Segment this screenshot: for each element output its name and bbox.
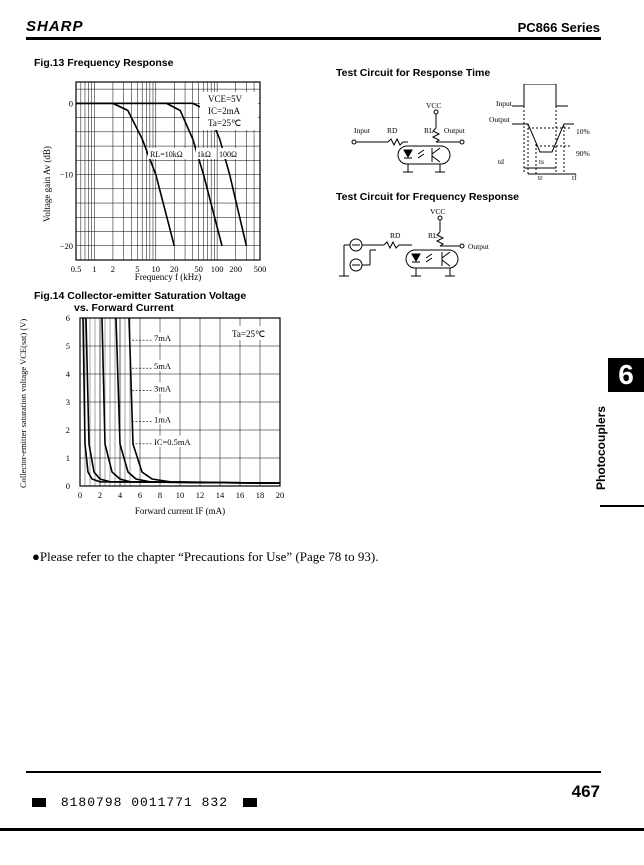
resp-input: Input (354, 126, 370, 135)
fig14-ytick-label: 5 (65, 341, 70, 351)
freq-vcc: VCC (430, 207, 446, 216)
fig14-y-ticks (66, 313, 71, 491)
fig13-xtick-label: 50 (194, 264, 203, 274)
wave-output-label: Output (489, 115, 510, 124)
page-number: 467 (571, 782, 600, 801)
fig14-curve-label: 5mA (154, 361, 171, 372)
fig13-cond-vce: VCE=5V (208, 94, 243, 104)
fig14-curve-label: 7mA (154, 333, 171, 344)
bottom-bar (0, 828, 644, 831)
fig13-ylabel: Voltage gain Av (dB) (42, 146, 52, 222)
fig13-ytick-label: 0 (68, 98, 73, 109)
wave-tf: tf (572, 173, 577, 182)
fig13-xtick-label: 10 (151, 264, 161, 274)
fig13-xtick-label: 200 (229, 264, 242, 274)
fig13-chart (30, 72, 270, 287)
fig14-xtick-label: 16 (235, 490, 245, 500)
brand-logo: SHARP (26, 18, 84, 35)
fig14-ytick-label: 2 (65, 425, 70, 435)
precautions-note: ●Please refer to the chapter “Precautions for Use” (Page 78 to 93). (32, 549, 379, 564)
resp-vcc: VCC (426, 101, 442, 110)
fig14-chart (12, 312, 292, 522)
fig13-cond-ta: Ta=25℃ (208, 118, 242, 128)
barcode-line (32, 795, 257, 810)
fig14-ytick-label: 4 (65, 369, 70, 379)
freq-rl: RL (428, 231, 438, 240)
fig14-series-line (102, 318, 280, 483)
fig13-ytick-label: −10 (59, 169, 73, 180)
fig13-cond-ic: IC=2mA (208, 106, 241, 116)
fig14-xlabel: Forward current IF (mA) (134, 506, 226, 516)
fig13-xtick-label: 100 (210, 264, 224, 274)
fig13-label-100: 100Ω (219, 150, 237, 159)
fig14-series-line (116, 318, 280, 483)
fig14-xtick-label: 10 (175, 490, 185, 500)
fig13-y-ticks (60, 98, 73, 250)
fig14-ytick-label: 6 (65, 313, 70, 323)
wave-input-label: Input (496, 99, 512, 108)
fig14-ytick-label: 0 (65, 481, 70, 491)
resp-output: Output (444, 126, 465, 135)
header-rule (26, 37, 601, 40)
fig13-caption: Fig.13 Frequency Response (34, 57, 174, 69)
fig14-xtick-label: 12 (195, 490, 205, 500)
fig13-xtick-label: 20 (170, 264, 179, 274)
fig14-xtick-label: 14 (215, 490, 225, 500)
fig13-xtick-label: 2 (110, 264, 116, 274)
wave-90pct: 90% (576, 149, 590, 158)
fig13-xtick-label: 0.5 (70, 264, 82, 274)
fig14-xtick-label: 4 (117, 490, 123, 500)
freq-resp-title: Test Circuit for Frequency Response (336, 191, 520, 203)
fig13-ytick-label: −20 (59, 240, 73, 251)
wave-tr: tr (538, 173, 543, 182)
footer-rule (26, 771, 601, 773)
resp-rl: RL (424, 126, 434, 135)
fig13-xtick-label: 500 (253, 264, 267, 274)
fig14-x-ticks (78, 490, 284, 500)
resp-rd: RD (387, 126, 398, 135)
fig14-condition: Ta=25℃ (232, 329, 266, 339)
resp-time-title: Test Circuit for Response Time (336, 67, 491, 79)
fig14-xtick-label: 20 (275, 490, 285, 500)
fig14-series-line (129, 318, 280, 483)
fig14-curve-label: 3mA (154, 383, 171, 394)
fig14-curves (83, 318, 280, 483)
fig13-xtick-label: 1 (92, 264, 97, 274)
wave-td: td (498, 157, 504, 166)
barcode-block-left (32, 798, 46, 807)
freq-rd: RD (390, 231, 401, 240)
fig13-xtick-label: 5 (135, 264, 140, 274)
fig14-xtick-label: 18 (255, 490, 265, 500)
chapter-rule (600, 505, 644, 507)
fig13-label-10k: RL=10kΩ (150, 150, 183, 159)
fig14-caption-line2: vs. Forward Current (74, 302, 174, 314)
fig14-xtick-label: 2 (97, 490, 103, 500)
fig14-curve-labels (132, 332, 197, 447)
fig14-xtick-label: 0 (77, 490, 83, 500)
fig14-ytick-label: 3 (65, 397, 70, 407)
wave-10pct: 10% (576, 127, 590, 136)
freq-resp-circuit (336, 206, 536, 286)
chapter-tab: 6 (608, 358, 644, 392)
fig14-ylabel: Collector-emitter saturation voltage VCE(sat) (V) (18, 318, 28, 488)
fig14-xtick-label: 8 (157, 490, 163, 500)
chapter-label: Photocouplers (594, 405, 608, 490)
fig14-curve-label: 1mA (154, 414, 171, 425)
series-title: PC866 Series (517, 20, 600, 35)
barcode-block-right (243, 798, 257, 807)
wave-ts: ts (539, 157, 545, 166)
fig14-ytick-label: 1 (65, 453, 70, 463)
fig13-label-1k: 1kΩ (197, 150, 211, 159)
fig13-xlabel: Frequency f (kHz) (134, 272, 202, 282)
fig14-caption-line1: Fig.14 Collector-emitter Saturation Voltage (34, 290, 247, 302)
freq-output: Output (468, 242, 489, 251)
fig14-xtick-label: 6 (137, 490, 143, 500)
resp-time-circuit (336, 84, 602, 184)
barcode-text: 8180798 0011771 832 (60, 795, 229, 810)
fig14-curve-label: IC=0.5mA (154, 436, 191, 447)
fig14-series-line (83, 318, 280, 483)
